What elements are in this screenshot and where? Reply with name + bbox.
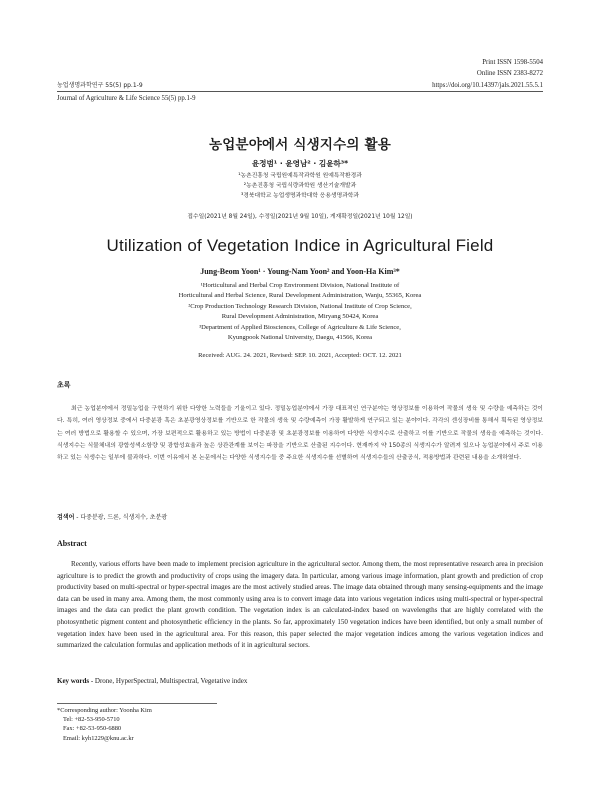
corresponding-author: *Corresponding author: Yoonha Kim — [57, 707, 152, 714]
header-rule — [57, 91, 543, 92]
korean-title: 농업분야에서 식생지수의 활용 — [209, 137, 391, 153]
journal-citation-en: Journal of Agriculture & Life Science 55(5) pp.1-9 — [57, 95, 196, 102]
korean-affiliation-2: ²농촌진흥청 국립식량과학원 생산기술개발과 — [243, 183, 357, 189]
english-authors: Jung-Beom Yoon¹ · Young-Nam Yoon² and Yoon-Ha Kim³* — [200, 267, 400, 276]
english-affiliation-1: ¹Horticultural and Herbal Crop Environment Division, National Institute of — [200, 282, 400, 289]
doi-link[interactable]: https://doi.org/10.14397/jals.2021.55.5.1 — [432, 82, 543, 89]
correspondence-block — [57, 706, 357, 743]
english-affiliation-3: ²Crop Production Technology Research Division, National Institute of Crop Science, — [188, 302, 412, 310]
korean-abstract-body — [57, 403, 543, 464]
korean-affiliation-1: ¹농촌진흥청 국립원예특작과학원 원예특작환경과 — [238, 173, 362, 179]
english-affiliation-6: Kyungpook National University, Daegu, 41566, Korea — [227, 334, 373, 342]
english-keywords — [57, 677, 543, 685]
english-affiliation-2: Horticultural and Herbal Science, Rural Development Administration, Wanju, 55365, Korea — [178, 292, 422, 300]
korean-keywords-list: - 다중분광, 드론, 식생지수, 초분광 — [74, 514, 168, 521]
online-issn: Online ISSN 2383-8272 — [476, 70, 543, 77]
english-dates: Received: AUG. 24. 2021, Revised: SEP. 10. 2021, Accepted: OCT. 12. 2021 — [198, 352, 402, 359]
english-abstract-body — [57, 559, 543, 652]
korean-affiliations — [57, 171, 543, 201]
english-affiliations — [57, 281, 543, 343]
english-affiliation-5: ³Department of Applied Biosciences, College of Agriculture & Life Science, — [199, 323, 401, 331]
corresponding-fax: Fax: +82-53-950-6880 — [63, 725, 122, 733]
english-affiliation-4: Rural Development Administration, Miryang 50424, Korea — [221, 313, 379, 321]
korean-keywords-label: 검색어 — [57, 514, 75, 521]
korean-affiliation-3: ³경북대학교 농업생명과학대학 응용생명과학과 — [240, 193, 359, 199]
korean-abstract-paragraph: 최근 농업분야에서 정밀농업을 구현하기 위한 다양한 노력들을 기울이고 있다. 정밀농업분야에서 가장 대표적인 연구분야는 영상정보를 이용하여 작물의 생육 및 수량을 예측하는 것이다. 특히, 여러 영상정보 중에서 다중분광 혹은 초분광영상정보를 기반으로 한 작물의 생육 및 수량예측이 가장 활발하게 연구되고 있는 분야이다. 각각의 센싱장비를 통해서 획득된 영상정보는 여러 방법으로 활용할 수 있으며, 가장 보편적으로 활용하고 있는 방법이 다중분광 및 초분광정보를 이용하여 다양한 식생지수로 산출하고 이를 기반으로 작물의 생육을 예측하는 것이다. 식생지수는 식물체내의 광합성색소함량 및 광합성효율과 높은 상관관계를 보이는 파장을 기반으로 산출된 지수이다. 현재까지 약 150종의 식생지수가 알려져 있으나 농업분야에서 주로 이용하고 있는 식생수는 일부에 불과하다. 이번 이유에서 본 논문에서는 다양한 식생지수들 중 주요한 식생지수를 선별하여 식생지수들의 산출공식, 적용방법과 관련된 내용을 소개하였다. — [57, 406, 543, 462]
english-keywords-label: Key words — [57, 677, 90, 685]
corresponding-tel: Tel: +82-53-950-5710 — [63, 716, 120, 724]
english-title: Utilization of Vegetation Indice in Agricultural Field — [106, 236, 494, 255]
journal-citation-ko: 농업생명과학연구 55(5) pp.1-9 — [57, 82, 143, 89]
corresponding-email[interactable]: Email: kyh1229@knu.ac.kr — [63, 734, 134, 742]
print-issn: Print ISSN 1598-5504 — [482, 59, 543, 66]
english-abstract-heading: Abstract — [57, 539, 87, 548]
english-abstract-paragraph: Recently, various efforts have been made to implement precision agriculture in the agricultural sector. Among them, the most representative research area in precision agriculture is to predict the growth and productivity of crops using the imagery data. In particular, among various image information, plant growth and prediction of crop productivity based on multi-spectral or hyper-spectral images are the most actively studied areas. The image data obtained through many sensing-equipments and the image data can be used in many area. Among them, the most commonly using area is to convert image data into various vegetation indices using multi-spectral or hyper-spectral images and the data can predict the plant growth condition. The vegetation index is an calculated-index based on wavelengths that are highly correlated with the photosynthetic pigment content and photosynthetic efficiency in the plants. So far, approximately 150 vegetation indices have been identified, but only a small number of vegetation index have been used in the agricultural area. For this reason, this paper selected the major vegetation indices among the various vegetation indices and summarized the calculation formulas and application methods of it in agricultural sectors. — [57, 560, 543, 650]
english-keywords-list: - Drone, HyperSpectral, Multispectral, Vegetative index — [89, 677, 248, 685]
korean-keywords — [57, 512, 543, 521]
korean-authors: 윤정범¹ · 윤영남² · 김윤하³* — [251, 159, 349, 168]
korean-abstract-heading: 초록 — [57, 381, 71, 389]
korean-dates: 접수일(2021년 8월 24일), 수정일(2021년 9월 10일), 게재확정일(2021년 10월 12일) — [187, 214, 413, 220]
footnote-rule — [57, 703, 217, 704]
